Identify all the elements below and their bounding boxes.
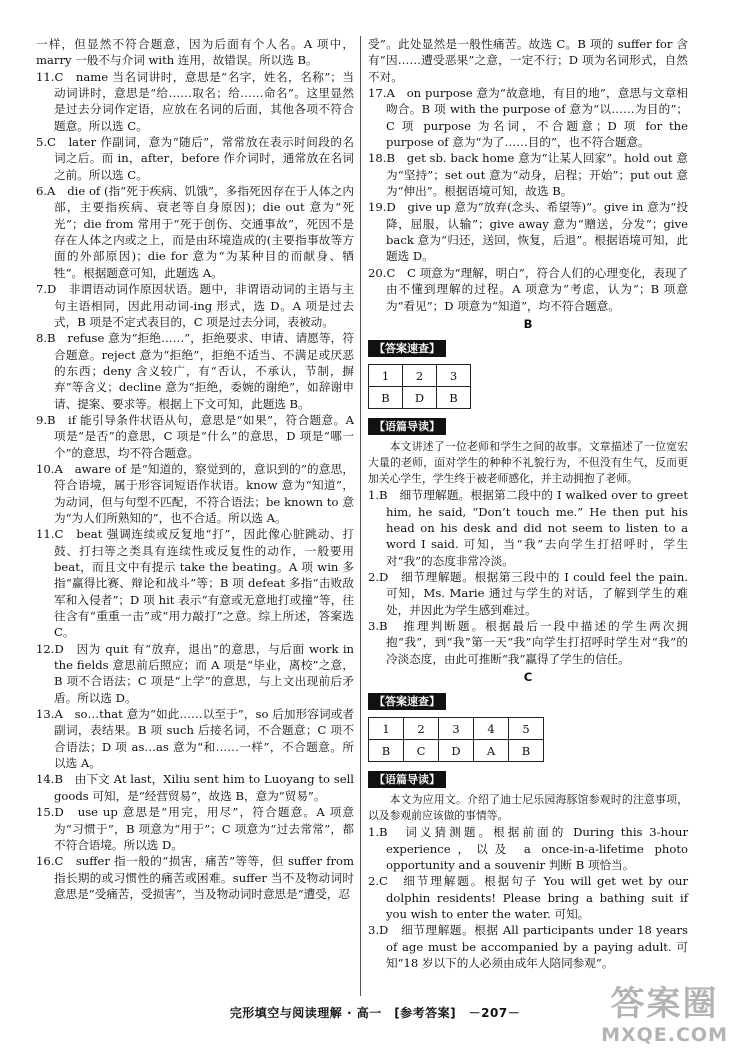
right-column-answers	[368, 36, 688, 314]
answer-item: 9.B if 能引导条件状语从句，意思是“如果”，符合题意。A 项是“是否”的意思，C 项是“什么”的意思，D 项是“哪一个”的意思，均不符合题意。	[36, 412, 354, 460]
answer-letter: B	[437, 387, 471, 409]
answer-letter: C	[404, 740, 439, 762]
answer-number-row	[369, 365, 471, 387]
answer-item: 8.B refuse 意为“拒绝……”，拒绝要求、申请、请愿等，符合题意。reject 意为“拒绝”，拒绝不适当、不满足或厌恶的东西；deny 含义较广，有“否认，不承认，节制，摒弃”等含义；decline 意为“拒绝，委婉的谢绝”，如辞谢申请、提案、要求等。根据上下文可知，此题选 B。	[36, 331, 354, 411]
answer-item: 3.B 推理判断题。根据最后一段中描述的学生两次拥抱“我”，到“我”第一天“我”向学生打招呼时学生对“我”的冷淡态度，由此可推断“我”赢得了学生的信任。	[368, 618, 688, 666]
section-b-guide-tag: 【语篇导读】	[368, 418, 446, 435]
answer-letter-row	[369, 740, 544, 762]
answer-number-row	[369, 718, 544, 740]
watermark-url: MXQE.COM	[601, 1024, 728, 1046]
answer-item: 19.D give up 意为“放弃(念头、希望等)”。give in 意为“投降，屈服，认输”；give away 意为“赠送，分发”；give back 意为“归还，送回，恢复，后退”。根据语境可知，此题选 D。	[368, 200, 688, 264]
answer-item: 15.D use up 意思是“用完，用尽”，符合题意。A 项意为“习惯于”，B 项意为“用于”；C 项意为“过去常常”，都不符合语境。所以选 D。	[36, 805, 354, 852]
watermark-logo	[601, 984, 728, 1046]
answer-item: 10.A aware of 是“知道的，察觉到的，意识到的”的意思，符合语境，属于形容词短语作状语。know 意为“知道”，为动词，但与句型不匹配，不符合语法；be known to 意为“为人们所熟知的”，也不合适。所以选 A。	[36, 461, 354, 525]
answer-item: 1.B 词义猜测题。根据前面的 During this 3-hour experience，以及 a once-in-a-lifetime photo opportunity and a souvenir 判断 B 项恰当。	[368, 825, 688, 872]
answer-number: 1	[369, 365, 403, 387]
answer-number: 5	[509, 718, 544, 740]
answer-item: 2.C 细节理解题。根据句子 You will get wet by our dolphin residents! Please bring a bathing suit if you wish to enter the water. 可知。	[368, 874, 688, 922]
answer-letter: B	[369, 740, 404, 762]
answer-item: 20.C C 项意为“理解，明白”，符合人们的心理变化，表现了由不懂到理解的过程。A 项意为“考虑，认为”；B 项意为“看见”；D 项意为“知道”，均不符合题意。	[368, 265, 688, 313]
answer-number: 4	[474, 718, 509, 740]
answer-number: 1	[369, 718, 404, 740]
section-b-heading: B	[523, 316, 533, 331]
answer-letter: A	[474, 740, 509, 762]
answer-item: 13.A so…that 意为“如此……以至于”，so 后加形容词或者副词，表结果。B 项 such 后接名词，不合题意；C 项不合语法；D 项 as…as 意为“和……一样”，不合题意。所以选 A。	[36, 707, 354, 771]
answer-item: 17.A on purpose 意为“故意地，有目的地”，意思与文章相吻合。B 项 with the purpose of 意为“以……为目的”；C 项 purpose 为名词，不合题意；D 项 for the purpose of 意为“为了……目的”，也不符合题意。	[368, 86, 688, 150]
answer-item: 18.B get sb. back home 意为“让某人回家”。hold out 意为“坚持”；set out 意为“动身，启程；开始”；put out 意为“伸出”。根据语境可知，故选 B。	[368, 151, 688, 199]
answer-letter: D	[439, 740, 474, 762]
answer-item: 1.B 细节理解题。根据第二段中的 I walked over to greet him, he said, “Don’t touch me.” He then put his head on his desk and did not seem to listen to a word I said. 可知，当“我”去向学生打招呼时，学生对“我”的态度非常冷淡。	[368, 488, 688, 568]
answer-letter-row	[369, 387, 471, 409]
section-c-guide-tag: 【语篇导读】	[368, 771, 446, 788]
section-b-answer-tag: 【答案速查】	[368, 340, 446, 357]
answer-item: 一样，但显然不符合题意，因为后面有个人名。A 项中，marry 一般不与介词 with 连用，故错误。所以选 B。	[36, 37, 354, 68]
answer-item: 受”。此处显然是一般性痛苦。故选 C。B 项的 suffer for 含有“因……遭受恶果”之意，一定不行；D 项为名词形式，自然不对。	[368, 37, 688, 84]
answer-item: 11.C beat 强调连续或反复地“打”，因此像心脏跳动、打鼓、打扫等之类具有连续性或反复性的动作，一般要用 beat，而且文中有提示 take the beating。A 项 win 多指“赢得比赛、辩论和战斗”等；B 项 defeat 多指“击败敌军和入侵者”；D 项 hit 表示“有意或无意地打或撞”等，往往含有“重重一击”或“用力敲打”之意。综上所述，答案选 C。	[36, 527, 354, 640]
answer-number: 3	[439, 718, 474, 740]
answer-item: 11.C name 当名词讲时，意思是“名字，姓名，名称”；当动词讲时，意思是“给……取名；给……命名”。这里显然是过去分词作定语，应放在名词的后面，其他各项不符合题意。所以选 C。	[36, 69, 354, 133]
left-column	[36, 36, 354, 902]
section-c-answer-table	[368, 717, 544, 762]
section-b-guide-text: 本文讲述了一位老师和学生之间的故事。文章描述了一位宽宏大量的老师，面对学生的种种不礼貌行为，不但没有生气，反而更加关心学生，学生终于被老师感化，并主动拥抱了老师。	[368, 440, 688, 486]
answer-letter: B	[509, 740, 544, 762]
answer-item: 5.C later 作副词，意为“随后”，常常放在表示时间段的名词之后。而 in，after，before 作介词时，通常放在名词之前。所以选 C。	[36, 135, 354, 182]
answer-item: 6.A die of (指“死于疾病、饥饿”，多指死因存在于人体之内部，主要指疾病、衰老等自身原因)；die out 意为“死光”；die from 常用于“死于创伤、交通事故”，死因不是存在人体之内或之上，而是由环境造成的(主要指事故等方面的外部原因)；die for 意为“为某种目的而献身、牺牲”。根据题意可知，此题选 A。	[36, 184, 354, 280]
section-c-answer-tag: 【答案速查】	[368, 693, 446, 710]
answer-item: 12.D 因为 quit 有“放弃，退出”的意思，与后面 work in the fields 意思前后照应；而 A 项是“毕业，离校”之意，B 项不合语法；C 项是“上学”的意思，与上文出现前后矛盾。所以选 D。	[36, 641, 354, 705]
right-column	[368, 36, 688, 971]
answer-item: 16.C suffer 指一般的“损害，痛苦”等等，但 suffer from 指长期的或习惯性的痛苦或困难。suffer 当不及物动词时意思是“受痛苦，受损害”，当及物动词时意思是“遭受，忍	[36, 854, 354, 901]
answer-letter: B	[369, 387, 403, 409]
answer-item: 3.D 细节理解题。根据 All participants under 18 years of age must be accompanied by a paying adult. 可知“18 岁以下的人必须由成年人陪同参观”。	[368, 923, 688, 971]
answer-item: 7.D 非谓语动词作原因状语。题中，非谓语动词的主语与主句主语相同，因此用动词-ing 形式，选 D。A 项是过去式，B 项是不定式表目的，C 项是过去分词，表被动。	[36, 282, 354, 329]
section-c-heading: C	[523, 669, 533, 684]
answer-number: 2	[403, 365, 437, 387]
answer-letter: D	[403, 387, 437, 409]
section-b-answer-table	[368, 364, 471, 409]
answer-number: 3	[437, 365, 471, 387]
page-footer: 完形填空与阅读理解 · 高一 [参考答案] －207－	[229, 1006, 521, 1020]
section-c-guide-text: 本文为应用文。介绍了迪士尼乐园海豚馆参观时的注意事项，以及参观前应该做的事情等。	[368, 793, 688, 823]
answer-item: 14.B 由下文 At last，Xiliu sent him to Luoyang to sell goods 可知，是“经营贸易”，故选 B，意为“贸易”。	[36, 772, 354, 803]
watermark-text: 答案圈	[610, 984, 719, 1024]
answer-number: 2	[404, 718, 439, 740]
column-divider	[360, 36, 361, 996]
answer-item: 2.D 细节理解题。根据第三段中的 I could feel the pain. 可知，Ms. Marie 通过与学生的对话，了解到学生的难处，并因此为学生感到难过。	[368, 569, 688, 617]
